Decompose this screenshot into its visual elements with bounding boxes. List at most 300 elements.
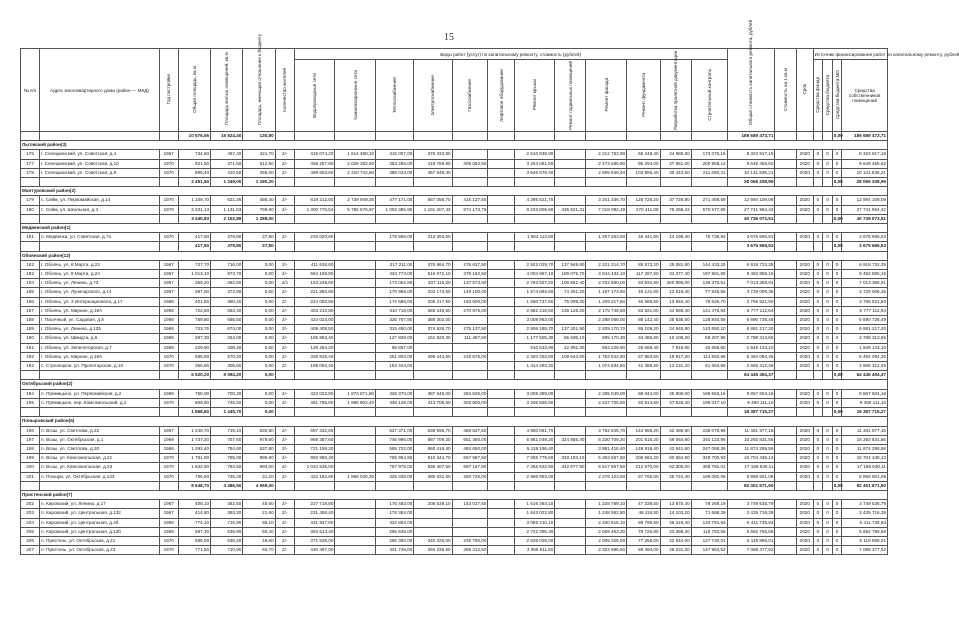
row-work-cost: 79 726,80 (627, 527, 660, 536)
row-work-cost (555, 500, 586, 509)
row-number: 206 (21, 536, 40, 545)
district-name: Пристенский район(7) (21, 490, 888, 499)
row-work-cost: 153 037,50 (452, 500, 488, 509)
row-work-cost: 457 549,40 (414, 168, 452, 177)
table-row (21, 518, 888, 527)
row-area-total: 758,00 (178, 389, 210, 398)
row-residents: 2/- (275, 233, 294, 242)
row-work-cost: 114 692,96 (691, 352, 727, 361)
row-fund: 0 (813, 352, 823, 361)
subtotal-fund-b: 64 445 464,37 (842, 371, 888, 380)
subtotal-area-budget: 1 288,00 (243, 214, 275, 223)
row-work-cost: 197 961,85 (691, 270, 727, 279)
row-cost-per-m2 (775, 159, 797, 168)
row-area-living: 695,50 (211, 316, 243, 325)
row-work-cost: 910 344,70 (414, 454, 452, 463)
row-residents: 2/- (275, 500, 294, 509)
row-number: 195 (21, 398, 40, 407)
row-residents: 2/- (275, 270, 294, 279)
empty-cell (691, 214, 727, 223)
row-work-cost (452, 527, 488, 536)
row-deadline: 2020 (796, 500, 813, 509)
row-work-cost: 25 806,00 (660, 389, 691, 398)
row-work-cost: 331 745,00 (376, 546, 414, 555)
row-fund-owners: 10 141 836,21 (842, 168, 888, 177)
row-work-cost: 2 473 586,90 (586, 159, 627, 168)
subtotal-fund-a: 0,00 (832, 481, 842, 490)
row-work-cost: 2 028 282,50 (335, 159, 376, 168)
row-fund: 0 (823, 500, 833, 509)
row-cost-total: 8 867 604,16 (727, 389, 775, 398)
row-fund: 0 (823, 288, 833, 297)
row-work-cost: 153 424,00 (376, 362, 414, 371)
row-number: 187 (21, 306, 40, 315)
row-address: г. Пасечный, ул. Садовая, д.8 (40, 316, 160, 325)
row-work-cost (488, 454, 514, 463)
table-row (21, 472, 888, 481)
row-area-budget: 994,00 (243, 463, 275, 472)
row-work-cost (488, 527, 514, 536)
empty-cell (414, 408, 452, 417)
row-cost-per-m2 (775, 546, 797, 555)
row-cost-total: 6 119 866,01 (727, 536, 775, 545)
row-work-cost: 143 650,10 (691, 325, 727, 334)
subtotal-area-total: 417,60 (178, 242, 210, 251)
row-work-cost (488, 297, 514, 306)
row-fund: 0 (832, 233, 842, 242)
row-work-cost: 2 175 748,60 (586, 306, 627, 315)
row-work-cost: 173 076,15 (691, 150, 727, 159)
row-area-total: 1 013,10 (178, 270, 210, 279)
row-work-cost: 85 573,20 (627, 260, 660, 269)
empty-cell (159, 214, 178, 223)
row-area-total: 359,20 (178, 279, 210, 288)
row-address: п. Кировский, ул. Центральная, д.4б (40, 518, 160, 527)
row-work-cost: 2 278 123,60 (586, 472, 627, 481)
empty-cell (796, 481, 813, 490)
row-work-cost: 77 256,00 (627, 536, 660, 545)
subtotal-cost: 3 675 666,53 (727, 242, 775, 251)
row-work-cost: 13 518,40 (660, 288, 691, 297)
row-year: 1970 (159, 472, 178, 481)
row-work-cost (488, 343, 514, 352)
row-year: 1969 (159, 325, 178, 334)
district-subtotal-row (21, 371, 888, 380)
row-address: г. Селецкинский, ул. Советская, д.10 (40, 159, 160, 168)
row-work-cost: 369 248,60 (414, 306, 452, 315)
row-work-cost: 5 119 196,40 (514, 444, 555, 453)
district-header-row (21, 490, 888, 499)
row-work-cost: 413 705,60 (414, 398, 452, 407)
row-work-cost: 25 835,60 (660, 316, 691, 325)
row-work-cost: 42 991,30 (555, 343, 586, 352)
row-cost-total: 11 874 295,56 (727, 444, 775, 453)
row-work-cost: 3 066 210,10 (514, 518, 555, 527)
row-work-cost: 936 407,50 (414, 463, 452, 472)
row-work-cost (335, 362, 376, 371)
subtotal-cost: 28 065 208,99 (727, 178, 775, 187)
header-work-type: Ремонт фундамента (640, 73, 646, 117)
row-work-cost: 118 783,56 (691, 527, 727, 536)
row-work-cost: 93 913,60 (627, 398, 660, 407)
row-work-cost: 499 653,60 (294, 168, 335, 177)
row-work-cost: 299 243,60 (414, 352, 452, 361)
row-address: п. Кировский, ул. Ленина, д.17 (40, 500, 160, 509)
row-work-cost (335, 270, 376, 279)
row-work-cost: 430 497,00 (294, 546, 335, 555)
row-work-cost: 564 109,80 (294, 270, 335, 279)
row-work-cost (452, 150, 488, 159)
row-work-cost: 3 044 432,10 (586, 270, 627, 279)
row-fund: 0 (832, 306, 842, 315)
row-year: 1969 (159, 343, 178, 352)
row-year: 1970 (159, 352, 178, 361)
row-area-total: 408,10 (178, 500, 210, 509)
empty-cell (376, 178, 414, 187)
row-address: п. Прямицыно, ул. Первомайская, д.2 (40, 389, 160, 398)
row-deadline: 2020 (796, 279, 813, 288)
row-fund: 0 (823, 472, 833, 481)
row-work-cost: 692 228,90 (586, 343, 627, 352)
row-area-budget: 512,50 (243, 159, 275, 168)
header-work-type: Ремонт фасада (603, 78, 609, 112)
row-work-cost: 276 637,50 (452, 260, 488, 269)
row-fund-owners: 3 729 006,35 (842, 288, 888, 297)
empty-cell (586, 408, 627, 417)
row-area-total: 759,80 (178, 316, 210, 325)
empty-cell (40, 481, 160, 490)
row-address: с. Сейм, ул. Первомайская, д.14 (40, 196, 160, 205)
empty-cell (335, 371, 376, 380)
row-fund-owners: 16 704 439,13 (842, 454, 888, 463)
row-area-total: 774,10 (178, 518, 210, 527)
empty-cell (775, 481, 797, 490)
row-fund: 0 (832, 472, 842, 481)
row-work-cost: 271 458,59 (691, 196, 727, 205)
subtotal-cost: 40 736 073,51 (727, 214, 775, 223)
row-work-cost: 874 173,75 (452, 205, 488, 214)
row-work-cost: 1 177 605,30 (514, 334, 555, 343)
row-work-cost: 342 677,50 (555, 463, 586, 472)
row-work-cost: 42 489,80 (660, 426, 691, 435)
row-work-cost: 3 546 679,40 (514, 168, 555, 177)
row-work-cost: 175 483,00 (376, 500, 414, 509)
row-fund-owners: 27 741 964,42 (842, 205, 888, 214)
row-work-cost: 30 443,60 (660, 168, 691, 177)
header-area-total: Общая площадь, кв.м (191, 66, 197, 113)
row-work-cost: 1 868 040,30 (335, 472, 376, 481)
row-area-budget: 0,00 (243, 325, 275, 334)
empty-cell (627, 214, 660, 223)
row-cost-total: 2 955 312,46 (727, 362, 775, 371)
header-work-type: Водопроводные сети (312, 72, 318, 118)
row-work-cost: 787 975,00 (376, 463, 414, 472)
row-work-cost (452, 343, 488, 352)
row-work-cost (488, 546, 514, 555)
row-work-cost: 58 207,95 (691, 334, 727, 343)
row-work-cost: 286 380,00 (376, 536, 414, 545)
row-work-cost: 325 338,00 (376, 472, 414, 481)
row-work-cost: 79 258,42 (660, 205, 691, 214)
subtotal-area-total: 2 451,50 (178, 178, 210, 187)
row-year: 1967 (159, 500, 178, 509)
row-residents: 2/- (275, 536, 294, 545)
row-deadline: 2020 (796, 472, 813, 481)
row-area-budget: 31,20 (243, 472, 275, 481)
row-area-total: 1 109,70 (178, 196, 210, 205)
row-work-cost: 7 018 092,49 (586, 205, 627, 214)
table-row (21, 279, 888, 288)
empty-cell (775, 371, 797, 380)
row-area-total: 1 737,20 (178, 435, 210, 444)
row-work-cost (488, 205, 514, 214)
row-address: п. Пристень, ул. Октябрьская, д.21 (40, 536, 160, 545)
subtotal-area-living: 1 249,00 (211, 178, 243, 187)
table-row (21, 260, 888, 269)
row-work-cost: 1 590 737,60 (514, 297, 555, 306)
row-work-cost (555, 444, 586, 453)
row-work-cost: 468 637,50 (452, 426, 488, 435)
subtotal-area-total: 6 520,20 (178, 371, 210, 380)
header-work-type: Разработка проектной документации (673, 50, 679, 130)
row-year: 1969 (159, 389, 178, 398)
row-work-cost: 13 875,40 (660, 500, 691, 509)
row-area-total: 297,30 (178, 334, 210, 343)
empty-cell (159, 408, 178, 417)
row-fund-owners: 16 292 831,56 (842, 435, 888, 444)
empty-cell (159, 242, 178, 251)
row-year: 1968 (159, 316, 178, 325)
row-work-cost (488, 260, 514, 269)
row-work-cost: 484 650,00 (452, 444, 488, 453)
row-area-budget: 421,70 (243, 150, 275, 159)
row-work-cost: 78 629,70 (691, 297, 727, 306)
row-work-cost: 423 022,80 (294, 389, 335, 398)
row-fund: 0 (832, 334, 842, 343)
row-deadline: 2020 (796, 260, 813, 269)
row-work-cost: 315 490,00 (376, 325, 414, 334)
header-work-type: Строительный контроль (706, 69, 712, 121)
row-fund: 0 (823, 435, 833, 444)
row-fund: 0 (823, 454, 833, 463)
row-work-cost: 310 718,00 (376, 306, 414, 315)
row-fund-owners: 9 649 455,62 (842, 159, 888, 168)
row-fund: 0 (823, 518, 833, 527)
row-fund: 0 (813, 205, 823, 214)
row-cost-total: 1 948 133,10 (727, 343, 775, 352)
row-cost-per-m2 (775, 500, 797, 509)
empty-cell (452, 214, 488, 223)
empty-cell (691, 178, 727, 187)
empty-cell (414, 481, 452, 490)
row-fund: 0 (832, 509, 842, 518)
grand-total-area-total: 10 576,55 (178, 132, 210, 141)
row-work-cost: 416 137,50 (452, 196, 488, 205)
row-fund-owners: 1 948 133,10 (842, 343, 888, 352)
row-work-cost (555, 398, 586, 407)
row-year: 1970 (159, 362, 178, 371)
row-residents: 2/- (275, 527, 294, 536)
district-header-row (21, 141, 888, 150)
row-work-cost (555, 536, 586, 545)
row-fund: 0 (832, 288, 842, 297)
row-area-living: 379,80 (211, 233, 243, 242)
row-fund: 0 (813, 288, 823, 297)
row-work-cost: 24 568,40 (660, 306, 691, 315)
row-work-cost: 200 958,12 (691, 159, 727, 168)
row-work-cost: 149 918,40 (627, 444, 660, 453)
row-work-cost: 23 368,20 (660, 527, 691, 536)
empty-cell (40, 371, 160, 380)
empty-cell (627, 242, 660, 251)
table-row (21, 168, 888, 177)
district-name: Мантуровский район(2) (21, 187, 888, 196)
empty-cell (660, 178, 691, 187)
row-area-budget: 0,00 (243, 389, 275, 398)
empty-cell (294, 178, 335, 187)
row-work-cost: 137 949,90 (555, 260, 586, 269)
row-work-cost: 1 197 173,60 (586, 288, 627, 297)
row-work-cost: 697 332,60 (294, 426, 335, 435)
header-cost-total: Общая стоимость капитального ремонта, рублей (748, 19, 754, 125)
row-work-cost: 111 487,50 (452, 334, 488, 343)
row-work-cost: 13 654,40 (660, 297, 691, 306)
empty-cell (514, 371, 555, 380)
table-row (21, 509, 888, 518)
empty-cell (488, 408, 514, 417)
row-fund: 0 (832, 352, 842, 361)
row-number: 205 (21, 527, 40, 536)
row-work-cost: 213 393,60 (414, 233, 452, 242)
row-number: 204 (21, 518, 40, 527)
row-work-cost: 2 702 560,00 (586, 279, 627, 288)
row-work-cost: 333 103,10 (555, 454, 586, 463)
row-fund: 0 (832, 196, 842, 205)
row-work-cost: 887 709,20 (414, 435, 452, 444)
row-fund: 0 (823, 233, 833, 242)
row-deadline: 2020 (796, 509, 813, 518)
row-area-total: 1 249,70 (178, 426, 210, 435)
header-work-type: Лифтовое оборудование (498, 68, 504, 122)
row-cost-per-m2 (775, 196, 797, 205)
table-row (21, 500, 888, 509)
row-deadline: 2020 (796, 518, 813, 527)
row-area-total: 722,60 (178, 306, 210, 315)
row-work-cost: 411 636,60 (294, 260, 335, 269)
row-fund-owners: 7 088 377,52 (842, 546, 888, 555)
row-fund-owners: 8 859 501,08 (842, 472, 888, 481)
row-cost-per-m2 (775, 205, 797, 214)
row-work-cost (488, 472, 514, 481)
row-cost-per-m2 (775, 260, 797, 269)
empty-cell (660, 214, 691, 223)
row-work-cost: 93 632,80 (627, 279, 660, 288)
row-cost-total: 5 494 094,36 (727, 352, 775, 361)
row-fund: 0 (813, 398, 823, 407)
empty-cell (823, 371, 833, 380)
row-work-cost: 638 596,70 (414, 426, 452, 435)
table-row (21, 389, 888, 398)
row-area-budget: 0,00 (243, 316, 275, 325)
row-work-cost: 1 614 488,10 (335, 150, 376, 159)
row-area-living: 757,60 (211, 435, 243, 444)
row-fund: 0 (813, 509, 823, 518)
row-work-cost: 1 873 871,80 (335, 389, 376, 398)
row-address: г. Обоянь, ул. Ленина, д.135 (40, 325, 160, 334)
empty-cell (796, 178, 813, 187)
row-cost-total: 9 480 111,10 (727, 398, 775, 407)
row-cost-per-m2 (775, 454, 797, 463)
empty-cell (627, 371, 660, 380)
empty-cell (627, 408, 660, 417)
table-row (21, 454, 888, 463)
empty-cell (813, 178, 823, 187)
row-address: г. Обоянь, ул. Луначарского, д.14 (40, 288, 160, 297)
table-row (21, 316, 888, 325)
row-work-cost: 128 726,20 (627, 196, 660, 205)
subtotal-cost: 82 401 671,60 (727, 481, 775, 490)
row-work-cost: 303 600,00 (452, 398, 488, 407)
subtotal-fund-b: 40 736 073,51 (842, 214, 888, 223)
empty-cell (796, 242, 813, 251)
empty-cell (294, 214, 335, 223)
row-number: 203 (21, 509, 40, 518)
row-residents: 2/- (275, 260, 294, 269)
row-area-budget: 0,00 (243, 352, 275, 361)
row-deadline: 2020 (796, 306, 813, 315)
row-area-budget: 0,00 (243, 297, 275, 306)
row-fund-owners: 3 766 521,50 (842, 297, 888, 306)
row-cost-per-m2 (775, 168, 797, 177)
row-cost-total: 17 186 630,11 (727, 463, 775, 472)
row-year: 1968 (159, 444, 178, 453)
row-year: 1969 (159, 518, 178, 527)
row-fund: 0 (832, 435, 842, 444)
row-work-cost: 4 395 521,70 (514, 196, 555, 205)
row-address: г. Селецкинский, ул. Советская, д.8 (40, 168, 160, 177)
row-number: 193 (21, 362, 40, 371)
empty-cell (21, 408, 40, 417)
row-work-cost: 419 074,20 (294, 150, 335, 159)
empty-cell (275, 371, 294, 380)
district-header-row (21, 187, 888, 196)
empty-cell (514, 178, 555, 187)
row-deadline: 2020 (796, 196, 813, 205)
row-work-cost (414, 362, 452, 371)
row-residents: 2/- (275, 398, 294, 407)
row-work-cost: 25 081,80 (660, 260, 691, 269)
row-work-cost: 284 625,00 (452, 389, 488, 398)
row-year: 1970 (159, 546, 178, 555)
row-work-cost: 275 137,50 (452, 325, 488, 334)
row-fund: 0 (813, 435, 823, 444)
row-work-cost: 348 128,00 (376, 398, 414, 407)
row-cost-per-m2 (775, 518, 797, 527)
row-work-cost (555, 196, 586, 205)
row-work-cost: 375 333,90 (414, 150, 452, 159)
row-work-cost (335, 518, 376, 527)
row-work-cost: 95 294,00 (627, 159, 660, 168)
empty-cell (275, 481, 294, 490)
row-work-cost: 910 633,90 (514, 343, 555, 352)
row-area-budget: 0,00 (243, 362, 275, 371)
row-area-living: 371,50 (211, 159, 243, 168)
row-work-cost: 106 652,40 (555, 279, 586, 288)
row-area-total: 821,50 (178, 159, 210, 168)
row-address: с. Стрелецкое, ул. Пролетарская, д.10 (40, 362, 160, 371)
row-work-cost: 78 268,19 (691, 500, 727, 509)
subtotal-area-living: 379,80 (211, 242, 243, 251)
